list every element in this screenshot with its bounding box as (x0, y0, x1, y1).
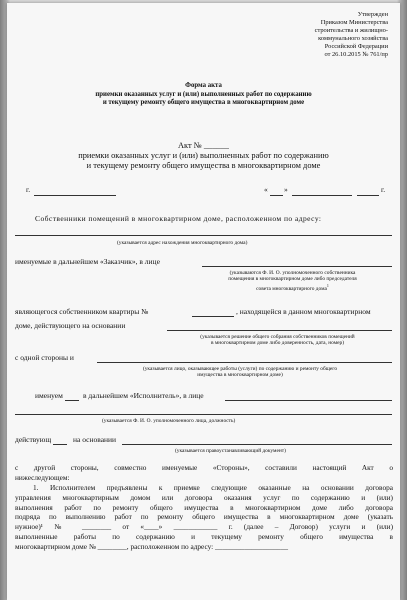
date-open-quote: « (264, 185, 268, 194)
owner-apartment-text: являющегося собственником квартиры № (15, 307, 149, 316)
act-heading-line: и текущему ремонту общего имущества в многоквартирном доме (86, 161, 321, 170)
apartment-number-field[interactable] (192, 316, 234, 317)
side-one-text: с одной стороны и (15, 353, 74, 362)
item1-line: управления многоквартирным домом или договора оказания услуг по содержанию и (или) (15, 492, 393, 502)
contractor-name-field[interactable] (97, 362, 392, 363)
item1-line: нужное)¹ № ________ от «____» ____________ г. (далее – Договор) услуги и (или) (15, 522, 393, 532)
year-field[interactable] (357, 195, 379, 196)
parties-line: с другой стороны, совместно именуемые «Стороны», составили настоящий Акт о (15, 463, 393, 472)
contractor-prefix: именуем (35, 391, 63, 400)
approval-line: Утвержден (357, 11, 388, 18)
side-one-hint-line: (указывается лицо, оказывающее работы (услуги) по содержанию и ремонту общего (142, 366, 338, 372)
customer-hint-line: (указываются Ф. И. О. уполномоченного собственника (229, 270, 356, 276)
acting2-prefix: действующ (15, 435, 52, 444)
act-number: Акт № ______ (178, 141, 229, 150)
parties-line: нижеследующем: (15, 472, 70, 482)
approval-line: строительства и жилищно- (314, 27, 388, 35)
acting2-ending-field[interactable] (53, 444, 67, 445)
owners-text: Собственники помещений в многоквартирном доме, расположенном по адресу: (35, 214, 322, 223)
item1-line: выполненные работы по содержанию и текущему ремонту общего имущества в (15, 531, 393, 541)
approval-line: Приказом Министерства (320, 19, 388, 27)
contractor-representative-field-line2[interactable] (15, 414, 392, 415)
item1-line: многоквартирном доме № ________, расположенном по адресу: ____________________ (15, 541, 288, 551)
document-sheet (7, 3, 400, 600)
item1-line: подряда по выполнению работ по ремонту общего имущества в многоквартирном доме (указать (15, 512, 393, 522)
city-field[interactable] (34, 195, 116, 196)
acting-hint (170, 334, 385, 347)
contractor-ending-field[interactable] (65, 400, 79, 401)
approval-line: коммунального хозяйства (318, 35, 388, 43)
form-title-line: Форма акта (185, 82, 222, 89)
approval-line: от 26.10.2015 № 761/пр (324, 51, 388, 59)
form-title-line: и текущему ремонту общего имущества в многоквартирном доме (102, 99, 305, 106)
city-prefix: г. (26, 185, 31, 194)
approval-line: Российской Федерации (324, 43, 388, 51)
acting-hint-line: (указывается решение общего собрания собственников помещений (200, 334, 355, 340)
item1-line: 1. Исполнителем предъявлены к приемке следующие оказанные на основании договора (33, 483, 393, 492)
side-one-hint (105, 366, 375, 379)
form-title (7, 82, 400, 108)
month-field[interactable] (292, 195, 352, 196)
parties-paragraph (15, 463, 393, 483)
customer-hint-line: помещения в многоквартирном доме либо председателя (228, 276, 357, 283)
contractor-text: в дальнейшем «Исполнитель», в лице (83, 391, 204, 400)
contractor-hint: (указывается Ф. И. О. уполномоченного лица, должность) (102, 418, 236, 424)
acting2-text: на основании (73, 435, 117, 444)
form-title-line: приемки оказанных услуг и (или) выполненных работ по содержанию (95, 90, 312, 98)
approval-stamp (258, 11, 388, 60)
customer-text: именуемые в дальнейшем «Заказчик», в лице (15, 257, 160, 266)
contractor-representative-field[interactable] (225, 400, 392, 401)
owner-apartment-text-right: , находящейся в данном многоквартирном (236, 307, 371, 316)
day-field[interactable] (270, 195, 283, 196)
customer-hint (205, 270, 380, 292)
item1-paragraph (15, 483, 393, 552)
acting-hint-line: в многоквартирном доме либо доверенность, дата, номер) (211, 340, 344, 347)
address-field[interactable] (15, 235, 392, 236)
customer-representative-field[interactable] (202, 266, 392, 267)
item1-line: выполнения работ по ремонту общего имущества в многоквартирном доме либо договора (15, 502, 393, 512)
basis-field[interactable] (167, 330, 392, 331)
acting-text: доме, действующего на основании (15, 321, 126, 330)
side-one-hint-line: имущества в многоквартирном доме) (197, 372, 283, 379)
act-heading-line: приемки оказанных услуг и (или) выполненных работ по содержанию (78, 151, 329, 160)
acting2-hint: (указывается правоустанавливающий документ) (175, 448, 286, 454)
date-close-quote: » (284, 185, 288, 194)
footnote-mark: 1 (326, 282, 329, 288)
address-hint: (указывается адрес нахождения многоквартирного дома) (117, 240, 248, 246)
customer-hint-line: совета многоквартирного дома$^1$ (256, 282, 329, 292)
legal-basis-field[interactable] (122, 444, 392, 445)
act-heading (7, 141, 400, 171)
year-suffix: г. (381, 185, 386, 194)
